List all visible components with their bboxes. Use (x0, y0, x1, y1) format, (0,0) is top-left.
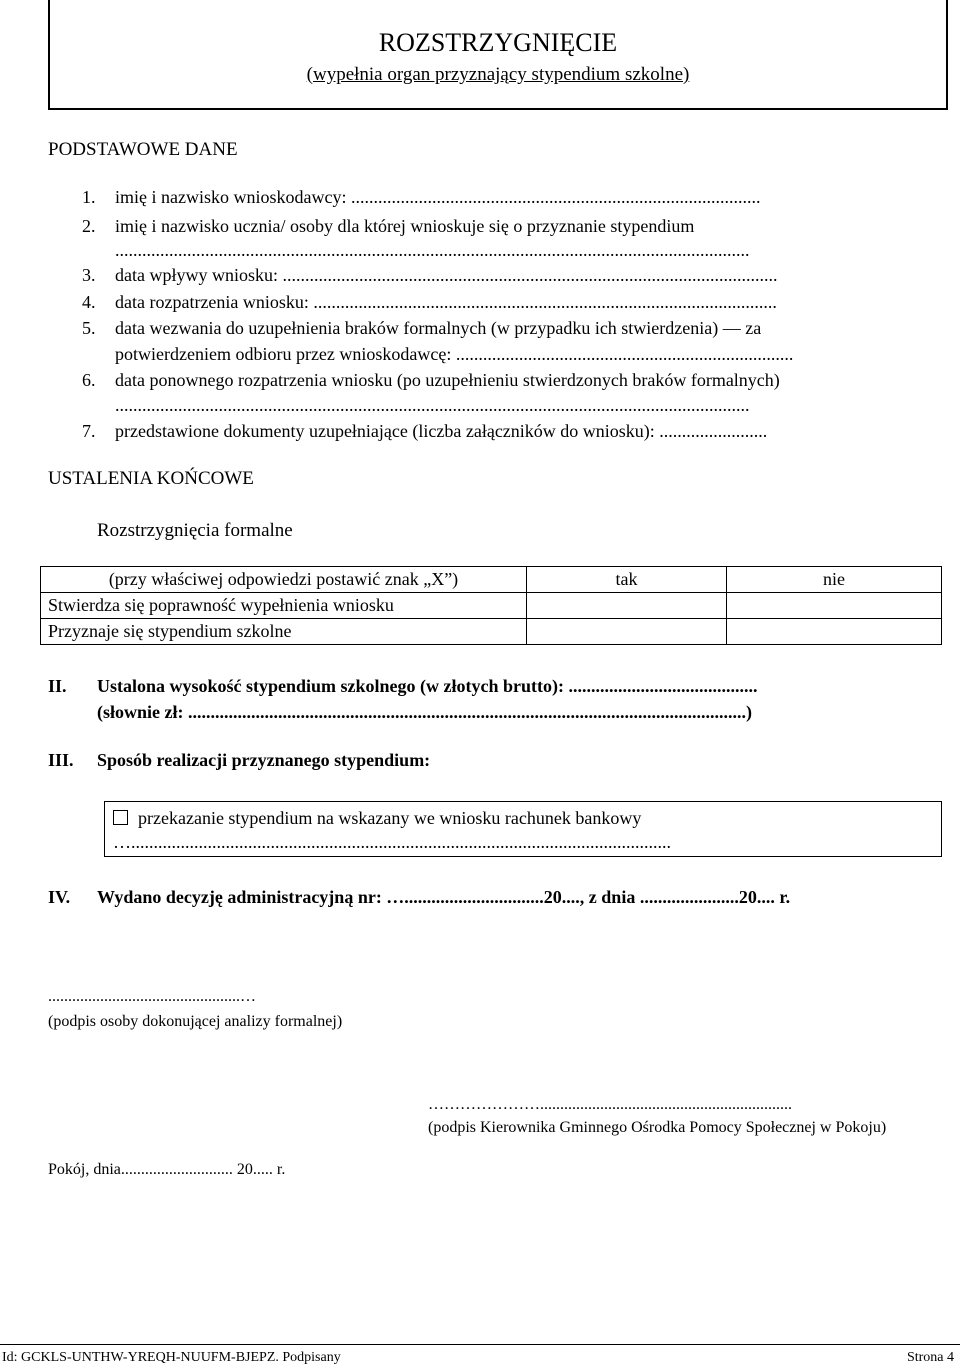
table-row-label: Stwierdza się poprawność wypełnienia wniosku (41, 593, 527, 619)
bank-account-dots: …........................................................................................................................ (113, 832, 671, 852)
item-number: 3. (82, 265, 96, 285)
document-subtitle: (wypełnia organ przyznający stypendium szkolne) (306, 64, 690, 85)
manager-signature-label: (podpis Kierownika Gminnego Ośrodka Pomocy Społecznej w Pokoju) (428, 1119, 887, 1136)
summons-date-line: data wezwania do uzupełnienia braków formalnych (w przypadku ich stwierdzenia) ― za (115, 318, 762, 338)
footer-divider (0, 1344, 960, 1345)
item-number: 4. (82, 292, 96, 312)
student-name-line: imię i nazwisko ucznia/ osoby dla której wnioskuje się o przyznanie stypendium (115, 216, 695, 236)
re-review-date-line: data ponownego rozpatrzenia wniosku (po uzupełnieniu stwierdzonych braków formalnych) (115, 370, 780, 390)
receipt-date-line: data wpływy wniosku: .............................................................................................................. (115, 265, 778, 285)
manager-signature-dots: …………………............................................................... (428, 1096, 792, 1113)
answer-yes-cell[interactable] (527, 619, 727, 645)
section-number: II. (48, 676, 67, 696)
documents-line: przedstawione dokumenty uzupełniające (liczba załączników do wniosku): ........................ (115, 421, 768, 441)
document-title: ROZSTRZYGNIĘCIE (378, 28, 618, 57)
item-number: 7. (82, 421, 96, 441)
answer-no-cell[interactable] (727, 593, 942, 619)
student-name-dots: ............................................................................................................................................. (115, 240, 750, 260)
item-number: 6. (82, 370, 96, 390)
checkbox-icon[interactable] (113, 810, 128, 825)
table-row-label: Przyznaje się stypendium szkolne (41, 619, 527, 645)
bank-transfer-label: przekazanie stypendium na wskazany we wniosku rachunek bankowy (138, 808, 642, 828)
place-and-date: Pokój, dnia............................ 20..... r. (48, 1161, 286, 1178)
analyst-signature-label: (podpis osoby dokonującej analizy formalnej) (48, 1013, 343, 1030)
table-no-header: nie (727, 567, 942, 593)
table-yes-header: tak (527, 567, 727, 593)
table-question-header: (przy właściwej odpowiedzi postawić znak „X”) (41, 567, 527, 593)
re-review-date-dots: ............................................................................................................................................. (115, 395, 750, 415)
analyst-signature-dots: ................................................… (48, 988, 256, 1005)
item-number: 1. (82, 187, 96, 207)
table-row (41, 619, 942, 645)
item-number: 2. (82, 216, 96, 236)
answer-yes-cell[interactable] (527, 593, 727, 619)
amount-in-words-line: (słownie zł: ............................................................................................................................) (97, 702, 752, 722)
header-box (48, 0, 948, 110)
decision-number-line: Wydano decyzję administracyjną nr: …...............................20...., z dnia ......................20.... r. (97, 887, 791, 907)
payment-method-heading: Sposób realizacji przyznanego stypendium: (97, 750, 431, 770)
final-findings-heading: USTALENIA KOŃCOWE (48, 468, 254, 489)
footer-page-number: Strona 4 (906, 1350, 954, 1365)
answer-no-cell[interactable] (727, 619, 942, 645)
formal-decisions-heading: Rozstrzygnięcia formalne (97, 520, 293, 541)
section-number: IV. (48, 887, 71, 907)
scholarship-amount-line: Ustalona wysokość stypendium szkolnego (w złotych brutto): .......................................... (97, 676, 758, 696)
summons-date-continuation: potwierdzeniem odbioru przez wnioskodawcę: ........................................................................... (115, 344, 794, 364)
footer-document-id: Id: GCKLS-UNTHW-YREQH-NUUFM-BJEPZ. Podpisany (2, 1350, 341, 1365)
basic-data-heading: PODSTAWOWE DANE (48, 139, 238, 160)
bank-transfer-option[interactable] (113, 808, 641, 829)
applicant-name-line: imię i nazwisko wnioskodawcy: ........................................................................................... (115, 187, 761, 207)
table-header-row (41, 567, 942, 593)
item-number: 5. (82, 318, 96, 338)
payment-option-box (104, 801, 942, 857)
decision-table (40, 566, 942, 645)
review-date-line: data rozpatrzenia wniosku: ....................................................................................................... (115, 292, 777, 312)
section-number: III. (48, 750, 74, 770)
table-row (41, 593, 942, 619)
